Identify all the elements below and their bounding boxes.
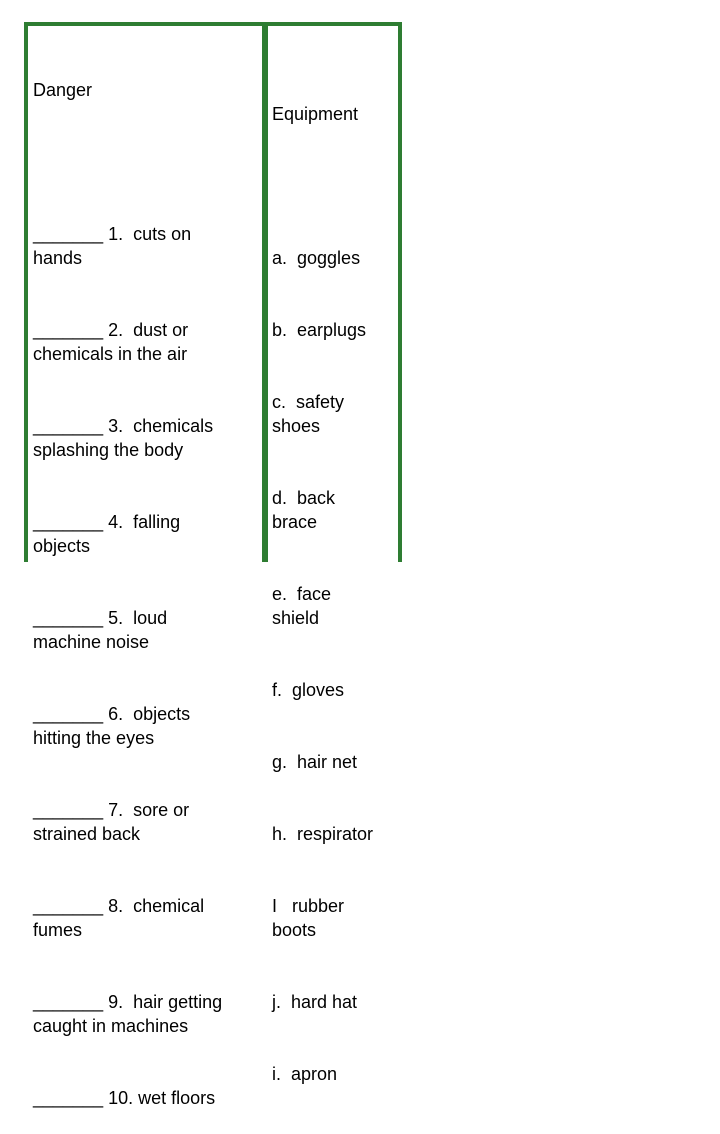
equipment-item-c: c. safety shoes bbox=[272, 392, 345, 436]
danger-item-4: _______ 4. falling objects bbox=[33, 512, 181, 556]
equipment-item-f: f. gloves bbox=[272, 680, 345, 700]
equipment-item-I: I rubber boots bbox=[272, 896, 345, 940]
equipment-item-h: h. respirator bbox=[272, 824, 374, 844]
equipment-item-j: j. hard hat bbox=[272, 992, 358, 1012]
equipment-item-a: a. goggles bbox=[272, 248, 361, 268]
equipment-column bbox=[272, 54, 397, 1110]
danger-item-9: _______ 9. hair getting caught in machines bbox=[33, 992, 223, 1036]
danger-item-10: _______ 10. wet floors bbox=[33, 1088, 216, 1108]
danger-heading: Danger bbox=[33, 80, 93, 100]
danger-spacer bbox=[33, 150, 259, 174]
equipment-heading: Equipment bbox=[272, 104, 359, 124]
equipment-spacer bbox=[272, 174, 397, 198]
equipment-item-g: g. hair net bbox=[272, 752, 358, 772]
column-divider bbox=[262, 22, 268, 562]
equipment-item-b: b. earplugs bbox=[272, 320, 367, 340]
danger-item-8: _______ 8. chemical fumes bbox=[33, 896, 205, 940]
equipment-item-e: e. face shield bbox=[272, 584, 332, 628]
equipment-item-d: d. back brace bbox=[272, 488, 336, 532]
equipment-item-i: i. apron bbox=[272, 1064, 338, 1084]
danger-item-3: _______ 3. chemicals splashing the body bbox=[33, 416, 214, 460]
danger-column bbox=[33, 30, 259, 1134]
danger-item-6: _______ 6. objects hitting the eyes bbox=[33, 704, 191, 748]
danger-item-5: _______ 5. loud machine noise bbox=[33, 608, 168, 652]
danger-item-2: _______ 2. dust or chemicals in the air bbox=[33, 320, 189, 364]
danger-item-1: _______ 1. cuts on hands bbox=[33, 224, 192, 268]
danger-item-7: _______ 7. sore or strained back bbox=[33, 800, 190, 844]
